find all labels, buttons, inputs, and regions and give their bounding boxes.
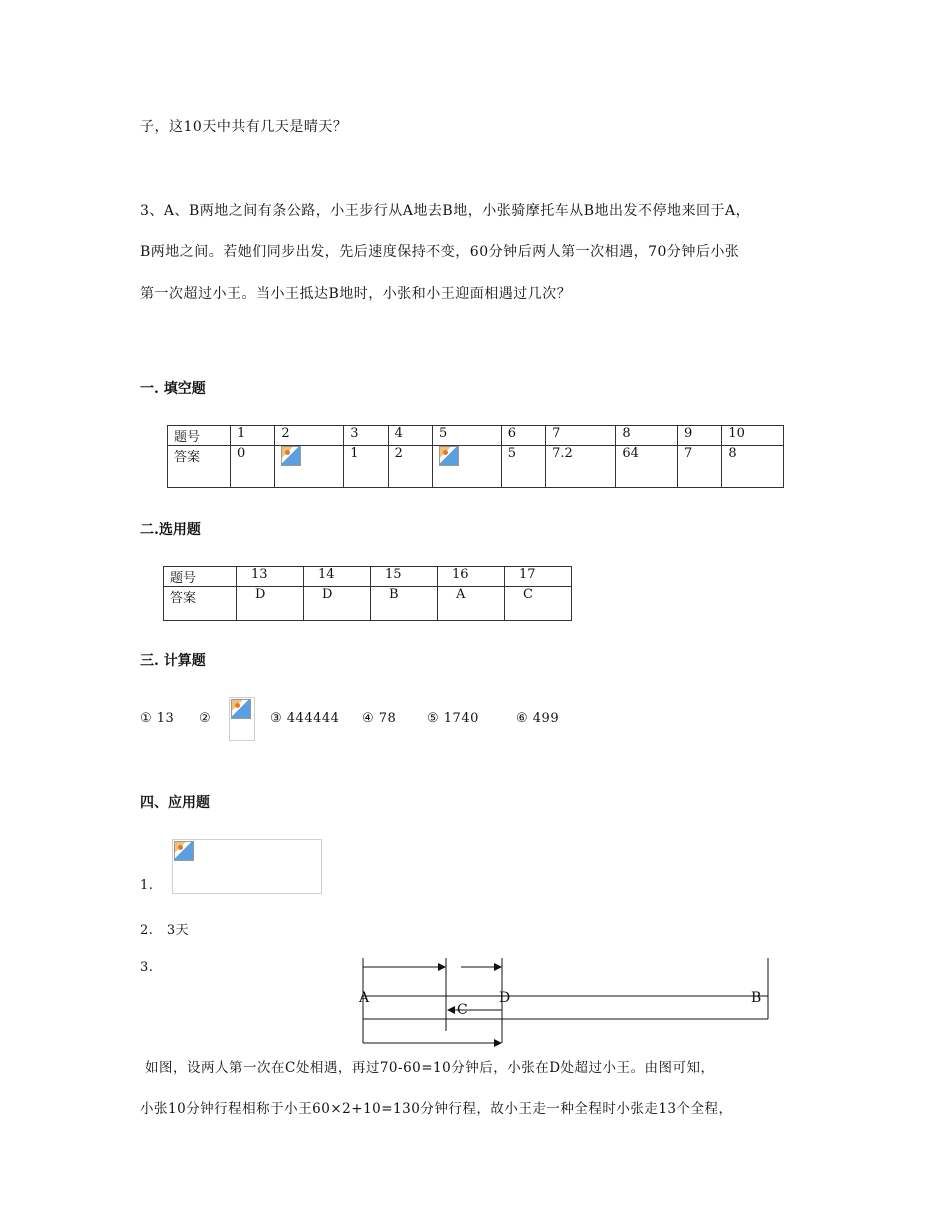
problem3-line1: 3、A、B两地之间有条公路，小王步行从A地去B地，小张骑摩托车从B地出发不停地来回于A， [140, 203, 751, 219]
label-c: C [457, 1002, 468, 1018]
table-cell: 5 [501, 446, 545, 488]
table-cell: C [505, 587, 572, 621]
table-cell: 7 [546, 426, 616, 446]
table-cell: 0 [231, 446, 275, 488]
table-header-label: 题号 [168, 426, 231, 446]
explanation-line1: 如图，设两人第一次在C处相遇，再过70-60=10分钟后，小张在D处超过小王。由图可知， [145, 1060, 715, 1076]
table-cell: 3 [344, 426, 388, 446]
table-cell: 6 [501, 426, 545, 446]
table-cell: B [371, 587, 438, 621]
table-cell: 7.2 [546, 446, 616, 488]
table-cell: 8 [722, 446, 784, 488]
label-d: D [499, 990, 511, 1006]
calc-item: ⑤ 1740 [427, 711, 479, 726]
table-cell: 4 [388, 426, 432, 446]
problem3-line3: 第一次超过小王。当小王抵达B地时，小张和小王迎面相遇过几次？ [140, 286, 572, 302]
broken-image-icon [231, 699, 251, 719]
label-b: B [751, 990, 762, 1006]
section3-title: 三. 计算题 [140, 653, 206, 669]
table-cell: 5 [432, 426, 501, 446]
table-cell: D [237, 587, 304, 621]
table-cell: 2 [388, 446, 432, 488]
calc-item: ① 13 [140, 711, 175, 726]
table-cell: 13 [237, 567, 304, 587]
table-cell: 64 [616, 446, 678, 488]
table-cell: D [304, 587, 371, 621]
explanation-line2: 小张10分钟行程相称于小王60×2+10=130分钟行程，故小王走一种全程时小张走13个全程， [140, 1101, 733, 1117]
table-cell: 1 [344, 446, 388, 488]
calc-item: ② [199, 711, 212, 726]
table-cell: 15 [371, 567, 438, 587]
table-cell: 1 [231, 426, 275, 446]
distance-diagram [355, 953, 775, 1048]
broken-image-icon [281, 446, 301, 466]
image-placeholder [172, 839, 322, 894]
table-cell: 17 [505, 567, 572, 587]
image-placeholder [229, 697, 255, 741]
table-cell: A [438, 587, 505, 621]
fill-blank-answer-table [167, 425, 784, 488]
section4-title: 四、应用题 [140, 795, 210, 811]
broken-image-icon [439, 446, 459, 466]
problem3-line2: B两地之间。若她们同步出发，先后速度保持不变，60分钟后两人第一次相遇，70分钟后小张 [140, 244, 740, 260]
item-2: 2. 3天 [140, 923, 190, 938]
table-cell: 8 [616, 426, 678, 446]
choice-answer-table [163, 566, 572, 621]
item-3: 3. [140, 960, 154, 975]
table-cell: 2 [275, 426, 344, 446]
table-cell: 9 [677, 426, 721, 446]
table-cell [432, 446, 501, 488]
item-1: 1. [140, 878, 154, 893]
table-cell: 7 [677, 446, 721, 488]
table-header-label: 题号 [164, 567, 237, 587]
table-row-label: 答案 [168, 446, 231, 488]
table-cell [275, 446, 344, 488]
table-cell: 10 [722, 426, 784, 446]
section1-title: 一. 填空题 [140, 381, 206, 397]
table-cell: 16 [438, 567, 505, 587]
top-line: 子，这10天中共有几天是晴天？ [140, 119, 348, 135]
section2-title: 二.选用题 [140, 522, 201, 538]
broken-image-icon [174, 841, 194, 861]
calc-item: ④ 78 [362, 711, 397, 726]
calc-item: ⑥ 499 [516, 711, 560, 726]
label-a: A [359, 990, 370, 1006]
table-cell: 14 [304, 567, 371, 587]
calc-item: ③ 444444 [270, 711, 340, 726]
table-row-label: 答案 [164, 587, 237, 621]
